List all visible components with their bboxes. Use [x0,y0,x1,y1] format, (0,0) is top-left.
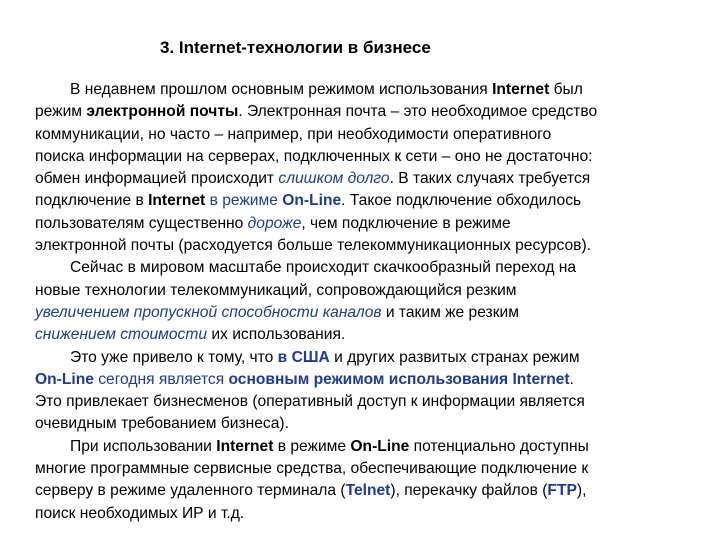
text-line [35,213,687,235]
text-run: новые технологии телекоммуникаций, сопровождающийся резким [35,281,517,299]
paragraph [35,257,687,346]
text-run: При использовании [70,437,217,455]
text-run: On-Line [282,192,342,210]
text-line [35,101,687,123]
text-line [35,503,687,525]
text-run: потенциально доступны [409,437,589,455]
text-run: электронной почты (расходуется больше телекоммуникационных ресурсов). [35,237,591,255]
text-run: основным режимом использования Internet [228,370,570,388]
text-line [35,235,687,257]
text-line [35,280,687,302]
text-line [35,302,687,324]
text-run: поиск необходимых ИР и т.д. [35,504,245,522]
text-line [35,480,687,502]
text-line [35,79,687,101]
text-line [35,369,687,391]
text-run: Internet [492,81,550,98]
text-run: подключение в [35,192,149,210]
text-run: . Такое подключение обходилось [341,192,582,210]
paragraph [35,79,687,257]
text-run: коммуникации, но часто – например, при необходимости оперативного [35,125,552,143]
text-line [35,413,687,435]
text-run: Internet [148,192,206,210]
text-run: On-Line [35,370,94,388]
text-line [35,257,687,279]
text-run: Это привлекает бизнесменов (оперативный доступ к информации является [35,393,585,411]
text-run: FTP [547,482,577,500]
text-run: очевидным требованием бизнеса). [35,415,289,433]
text-run: в режиме [205,192,283,210]
text-line [35,146,687,168]
text-run: снижением стоимости [35,326,208,344]
paragraph [35,347,687,436]
text-line [35,436,687,458]
body-text [35,79,687,525]
text-run: электронной почты [86,103,239,121]
text-run: в режиме [273,437,351,455]
text-run: . [569,370,574,388]
text-run: On-Line [350,437,410,455]
text-run: пользователям существенно [35,214,248,232]
text-run: был [549,81,583,98]
text-line [35,391,687,413]
text-run: Internet [216,437,274,455]
text-line [35,324,687,346]
text-run: В недавнем прошлом основным режимом использования [70,81,493,98]
text-run: серверу в режиме удаленного терминала ( [35,482,346,500]
text-run: . Электронная почта – это необходимое средство [238,103,598,121]
text-run: , чем подключение в режиме [301,214,511,232]
text-run: слишком долго [278,170,390,188]
slide-title: 3. Internet-технологии в бизнесе [160,38,431,57]
text-run: обмен информацией происходит [35,170,279,188]
text-line [35,124,687,146]
text-run: Сейчас в мировом масштабе происходит скачкообразный переход на [70,259,577,277]
text-run: Это уже привело к тому, что [70,348,278,366]
text-run: ), [576,482,587,500]
text-run: в США [277,348,330,366]
text-run: дороже [247,214,302,232]
paragraph [35,436,687,525]
text-run: . В таких случаях требуется [389,170,591,188]
text-run: увеличением пропускной способности каналов [35,303,382,321]
text-run: многие программные сервисные средства, обеспечивающие подключение к [35,460,589,478]
text-run: и других развитых странах режим [329,348,580,366]
text-line [35,168,687,190]
text-line [35,347,687,369]
text-run: их использования. [207,326,346,344]
text-run: режим [35,103,87,121]
text-run: и таким же резким [381,303,519,321]
text-line [35,458,687,480]
text-line [35,190,687,212]
text-run: Telnet [345,482,391,500]
text-run: поиска информации на серверах, подключенных к сети – оно не достаточно: [35,147,593,165]
text-run: сегодня является [93,370,229,388]
text-run: ), перекачку файлов ( [390,482,548,500]
